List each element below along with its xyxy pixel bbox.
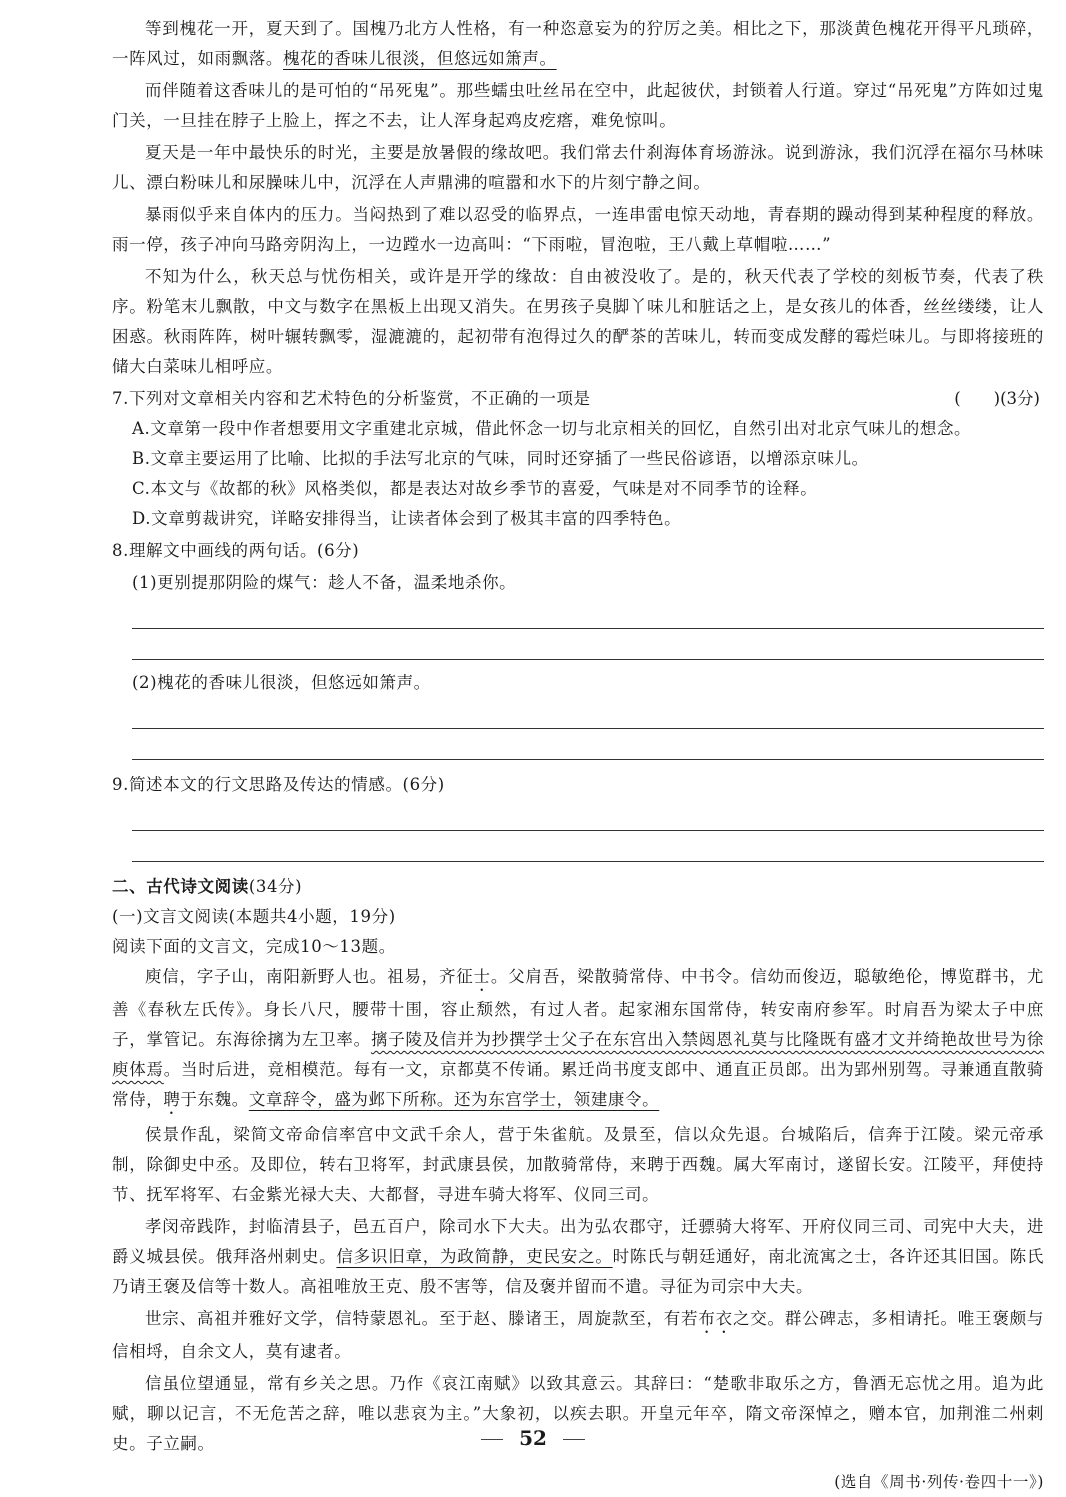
question-7-option-a[interactable]: A.文章第一段中作者想要用文字重建北京城，借此怀念一切与北京相关的回忆，自然引出对北京气味儿的想念。 xyxy=(132,419,972,438)
dash-left xyxy=(481,1439,503,1440)
question-8-sub-1: (1)更别提那阴险的煤气：趁人不备，温柔地杀你。 xyxy=(132,573,517,592)
question-7-option-b[interactable]: B.文章主要运用了比喻、比拟的手法写北京的气味，同时还穿插了一些民俗谚语，以增添京味儿。 xyxy=(132,449,869,468)
answer-line[interactable] xyxy=(132,698,1044,729)
section-2-title: 二、古代诗文阅读(34分) xyxy=(112,877,303,896)
section-2-subtitle: (一)文言文阅读(本题共4小题，19分) xyxy=(112,907,396,926)
classical-paragraph-4: 世宗、高祖并雅好文学，信特蒙恩礼。至于赵、滕诸王，周旋款至，有若布衣之交。群公碑志，多相请托。唯王褒颇与信相埒，自余文人，莫有逮者。 xyxy=(112,1309,1044,1361)
passage-paragraph-3: 夏天是一年中最快乐的时光，主要是放暑假的缘故吧。我们常去什刹海体育场游泳。说到游泳，我们沉浮在福尔马林味儿、漂白粉味儿和尿臊味儿中，沉浮在人声鼎沸的喧嚣和水下的片刻宁静之间。 xyxy=(112,143,1044,192)
question-7 xyxy=(112,384,1044,414)
answer-line[interactable] xyxy=(132,729,1044,760)
dash-right xyxy=(563,1439,585,1440)
answer-line[interactable] xyxy=(132,831,1044,862)
dotted-word: 聘 xyxy=(163,1090,181,1109)
answer-line[interactable] xyxy=(132,598,1044,629)
question-7-option-c[interactable]: C.本文与《故都的秋》风格类似，都是表达对故乡季节的喜爱，气味是对不同季节的诠释。 xyxy=(132,479,818,498)
dotted-word: 士 xyxy=(473,967,491,986)
classical-paragraph-1: 庾信，字子山，南阳新野人也。祖易，齐征士。父肩吾，梁散骑常侍、中书令。信幼而俊迈，聪敏绝伦，博览群书，尤善《春秋左氏传》。身长八尺，腰带十围，容止颓然，有过人者。起家湘东国常侍，转安南府参军。时肩吾为梁太子中庶子，掌管记。东海徐摛为左卫率。摛子陵及信并为抄撰学士父子在东宫出入禁闼恩礼莫与比隆既有盛才文并绮艳故世号为徐庾体焉。当时后进，竞相模范。每有一文，京都莫不传诵。累迁尚书度支郎中、通直正员郎。出为郢州别驾。寻兼通直散骑常侍，聘于东魏。文章辞令，盛为邺下所称。还为东宫学士，领建康令。 xyxy=(112,967,1044,1109)
classical-paragraph-2: 侯景作乱，梁简文帝命信率宫中文武千余人，营于朱雀航。及景至，信以众先退。台城陷后，信奔于江陵。梁元帝承制，除御史中丞。及即位，转右卫将军，封武康县侯，加散骑常侍，来聘于西魏。属大军南讨，遂留长安。江陵平，拜使持节、抚军将军、右金紫光禄大夫、大都督，寻进车骑大将军、仪同三司。 xyxy=(112,1125,1044,1204)
passage-paragraph-1: 等到槐花一开，夏天到了。国槐乃北方人性格，有一种恣意妄为的狞厉之美。相比之下，那淡黄色槐花开得平凡琐碎，一阵风过，如雨飘落。槐花的香味儿很淡，但悠远如箫声。 xyxy=(112,19,1044,68)
passage-paragraph-2: 而伴随着这香味儿的是可怕的“吊死鬼”。那些蠕虫吐丝吊在空中，此起彼伏，封锁着人行道。穿过“吊死鬼”方阵如过鬼门关，一旦挂在脖子上脸上，挥之不去，让人浑身起鸡皮疙瘩，难免惊叫。 xyxy=(112,81,1045,130)
source-citation: (选自《周书·列传·卷四十一》) xyxy=(834,1473,1044,1491)
question-8-sub-2: (2)槐花的香味儿很淡，但悠远如箫声。 xyxy=(132,673,431,692)
section-2-instruction: 阅读下面的文言文，完成10～13题。 xyxy=(112,937,396,956)
underlined-sentence: 文章辞令，盛为邺下所称。还为东宫学士，领建康令。 xyxy=(248,1090,660,1109)
classical-paragraph-3: 孝闵帝践阼，封临清县子，邑五百户，除司水下大夫。出为弘农郡守，迁骠骑大将军、开府仪同三司、司宪中大夫，进爵义城县侯。俄拜洛州刺史。信多识旧章，为政简静，吏民安之。时陈氏与朝廷通好，南北流寓之士，各许还其旧国。陈氏乃请王褒及信等十数人。高祖唯放王克、殷不害等，信及褒并留而不遣。寻征为司宗中大夫。 xyxy=(112,1217,1044,1296)
page-number: 52 xyxy=(0,1426,1066,1450)
underlined-sentence: 信多识旧章，为政简静，吏民安之。 xyxy=(336,1247,613,1266)
classical-paragraph-5: 信虽位望通显，常有乡关之思。乃作《哀江南赋》以致其意云。其辞曰：“楚歌非取乐之方，鲁酒无忘忧之用。追为此赋，聊以记言，不无危苦之辞，唯以悲哀为主。”大象初，以疾去职。开皇元年卒，隋文帝深悼之，赠本官，加荆淮二州刺史。子立嗣。 xyxy=(112,1374,1044,1453)
wavy-underlined-sentence: 摛子陵及信并为抄撰学士父子在东宫出入禁闼恩礼莫与比隆既有盛才文并绮艳故世号为徐庾体焉 xyxy=(112,1030,1044,1079)
answer-line[interactable] xyxy=(132,800,1044,831)
question-7-stem: 7.下列对文章相关内容和艺术特色的分析鉴赏，不正确的一项是 xyxy=(112,389,591,408)
question-7-option-d[interactable]: D.文章剪裁讲究，详略安排得当，让读者体会到了极其丰富的四季特色。 xyxy=(132,509,682,528)
dotted-word: 布衣 xyxy=(698,1309,733,1328)
question-8-stem: 8.理解文中画线的两句话。(6分) xyxy=(112,541,360,560)
passage-paragraph-5: 不知为什么，秋天总与忧伤相关，或许是开学的缘故：自由被没收了。是的，秋天代表了学校的刻板节奏，代表了秩序。粉笔末儿飘散，中文与数字在黑板上出现又消失。在男孩子臭脚丫味儿和脏话之上，是女孩儿的体香，丝丝缕缕，让人困惑。秋雨阵阵，树叶辗转飘零，湿漉漉的，起初带有泡得过久的酽茶的苦味儿，转而变成发酵的霉烂味儿。与即将接班的储大白菜味儿相呼应。 xyxy=(112,267,1044,376)
passage-paragraph-4: 暴雨似乎来自体内的压力。当闷热到了难以忍受的临界点，一连串雷电惊天动地，青春期的躁动得到某种程度的释放。雨一停，孩子冲向马路旁阴沟上，一边蹚水一边高叫：“下雨啦，冒泡啦，王八戴上草帽啦……” xyxy=(112,205,1044,254)
underlined-sentence: 槐花的香味儿很淡，但悠远如箫声。 xyxy=(283,49,557,68)
answer-line[interactable] xyxy=(132,629,1044,660)
question-9-stem: 9.简述本文的行文思路及传达的情感。(6分) xyxy=(112,775,445,794)
question-7-answer-bracket[interactable]: ( )(3分) xyxy=(954,389,1040,408)
